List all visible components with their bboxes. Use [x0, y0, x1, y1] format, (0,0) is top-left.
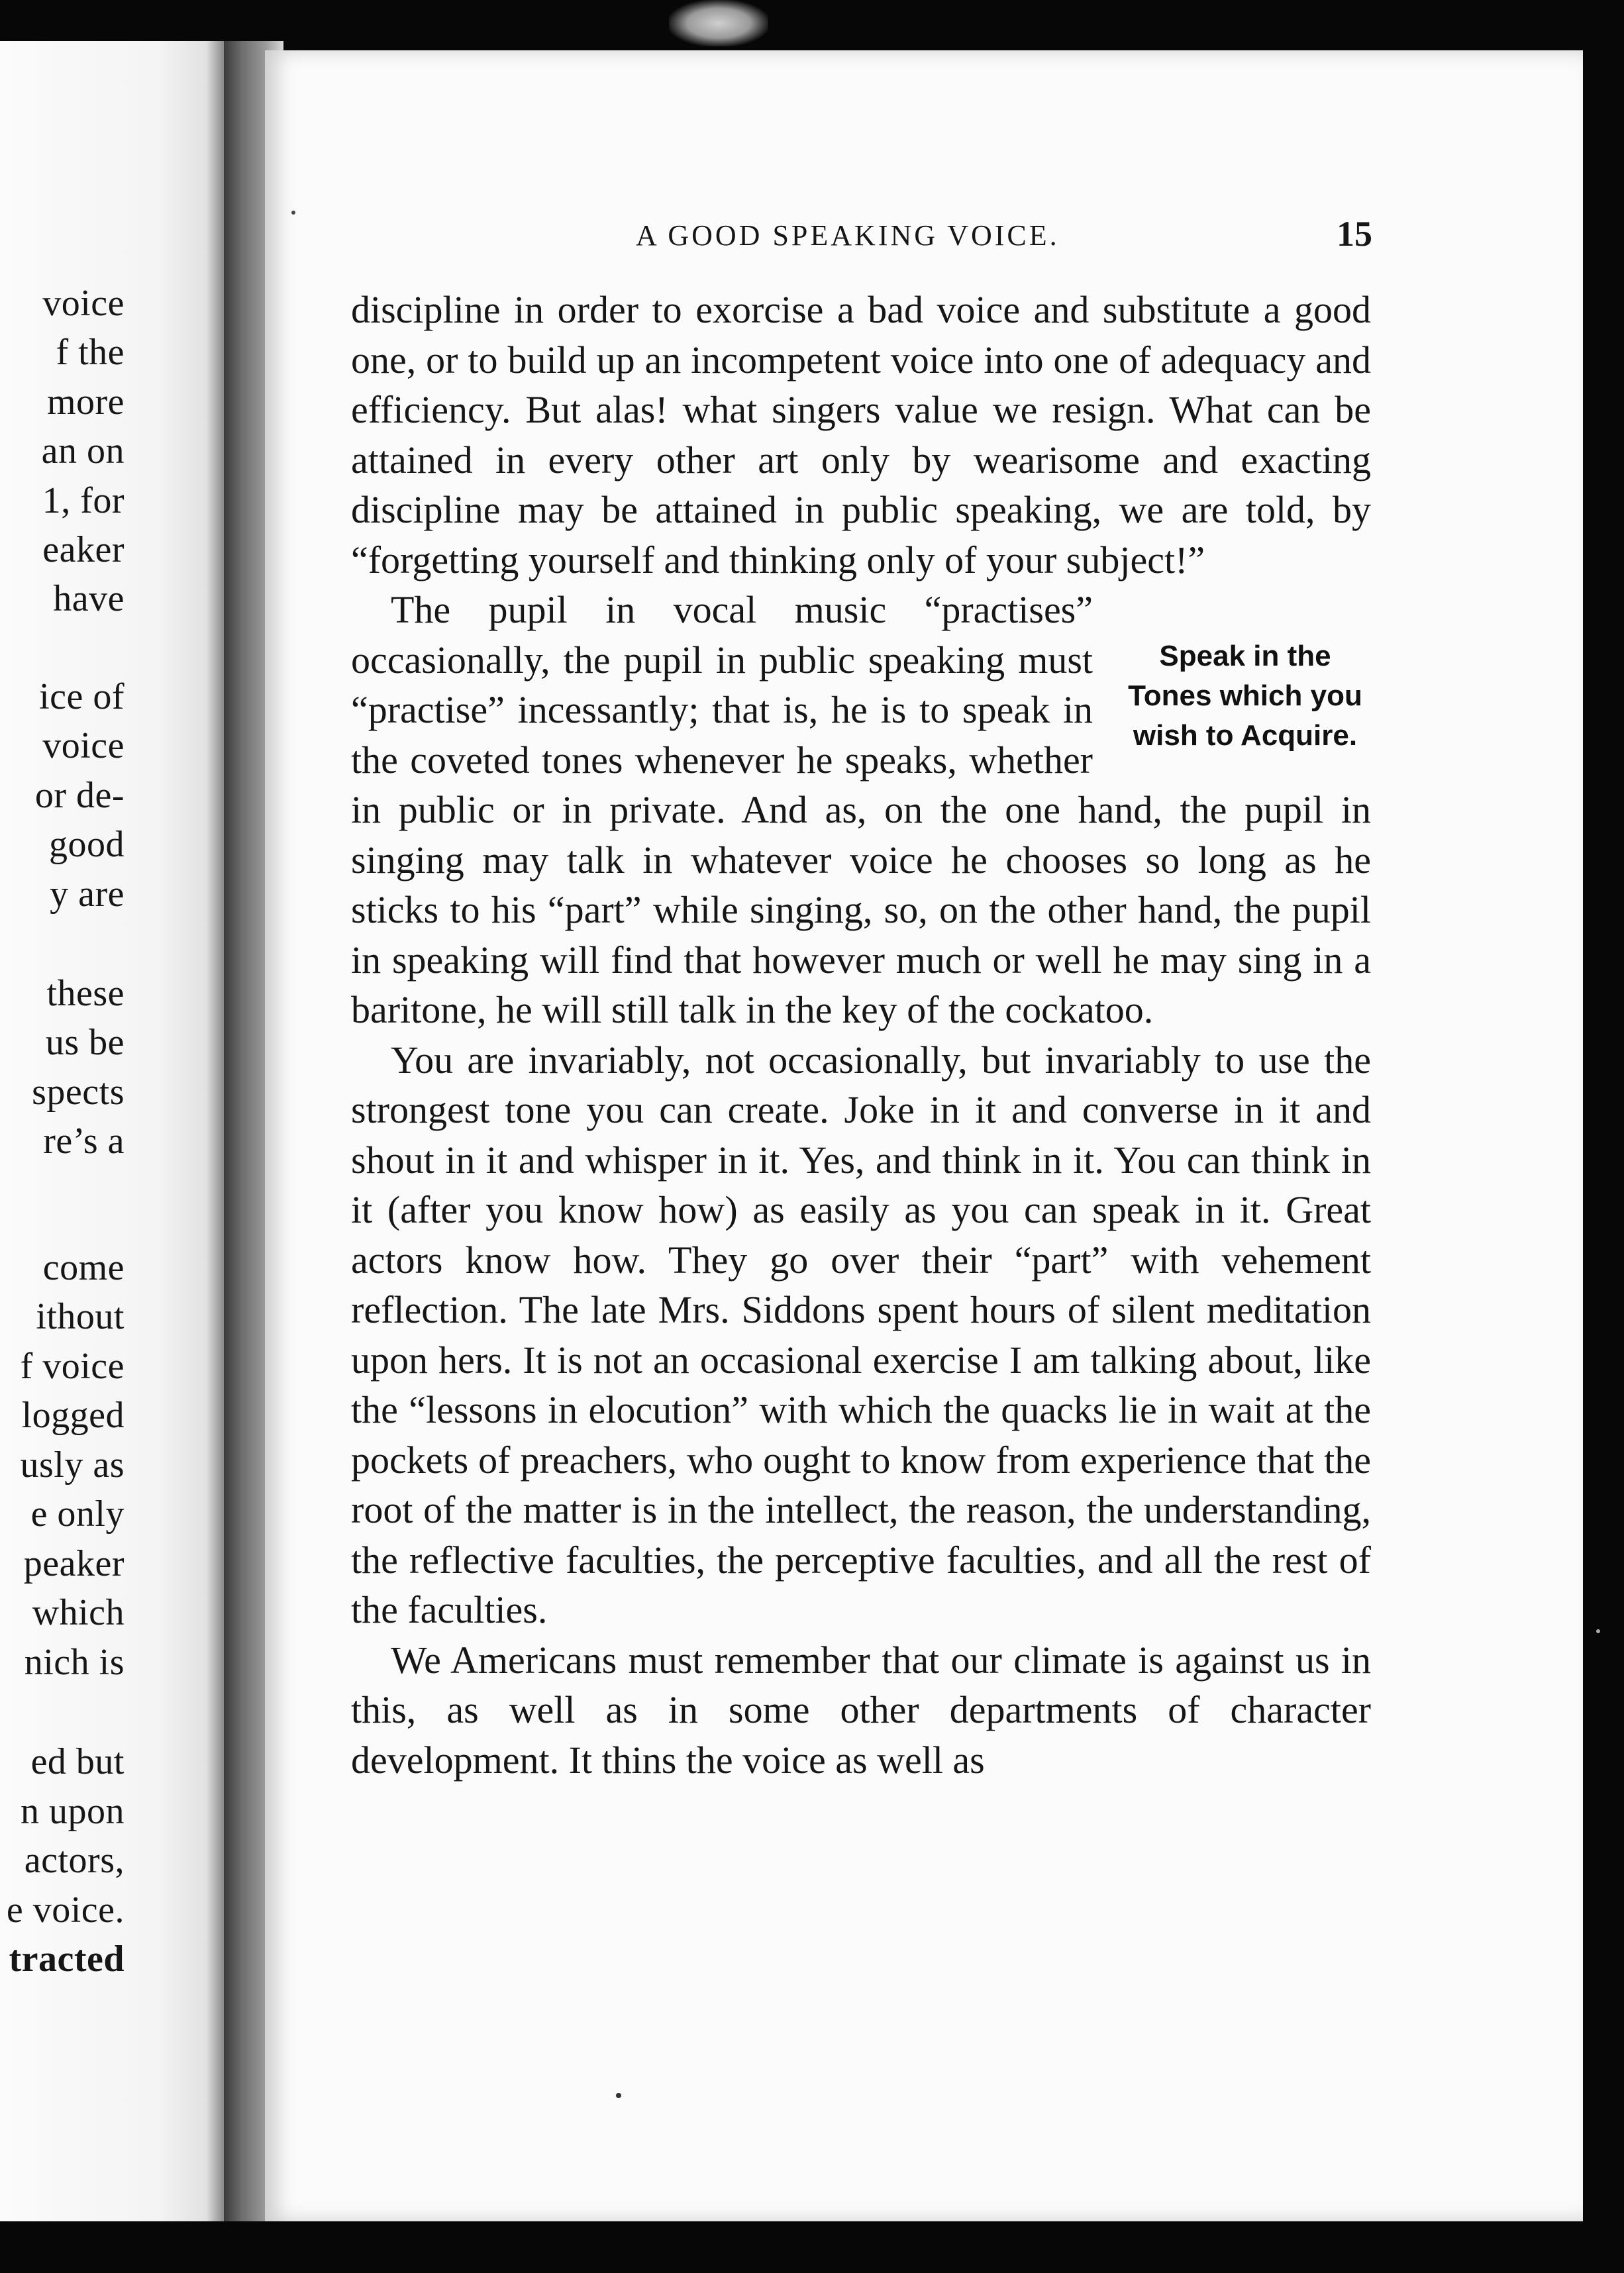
- left-page-line: good: [49, 824, 125, 865]
- paragraph-text: The pupil in vocal music “practises” occasionally, the pupil in public speaking must “practise” incessantly; that is, he is to speak in the coveted tones whenever he speaks, whether in public or in private. And as, on the one hand, the pupil in singing may talk in whatever voice he chooses so long as he sticks to his “part” while singing, so, on the other hand, the pupil in speaking will find that however much or well he may sing in a baritone, he will still talk in the key of the cockatoo.: [351, 588, 1371, 1031]
- left-page-line: peaker: [23, 1543, 125, 1584]
- left-page-line: us be: [45, 1022, 125, 1063]
- left-page-line: these: [46, 973, 125, 1014]
- scan-speck: [1596, 1629, 1600, 1633]
- left-page-line: tracted: [9, 1939, 125, 1980]
- left-page-line: y are: [50, 874, 125, 915]
- left-page-line: more: [46, 381, 125, 423]
- left-page-line: re’s a: [43, 1121, 125, 1162]
- paragraph: We Americans must remember that our climate is against us in this, as well as in some other departments of character development. It thins the voice as well as: [351, 1638, 1371, 1782]
- left-page-line: logged: [21, 1395, 125, 1436]
- page-blemish: [669, 0, 768, 46]
- body-text: [351, 285, 1371, 1785]
- paragraph: [351, 585, 1371, 1035]
- left-page-line: 1, for: [42, 480, 125, 521]
- left-page-line: an on: [41, 430, 125, 472]
- left-page-line: e voice.: [6, 1890, 125, 1931]
- left-page-line: which: [32, 1592, 125, 1633]
- left-page-line: usly as: [20, 1444, 125, 1486]
- left-page-line: ed but: [30, 1741, 125, 1782]
- left-page-line: voice: [42, 283, 125, 324]
- left-page-line: nich is: [24, 1642, 125, 1683]
- page-number: 15: [1337, 214, 1372, 254]
- left-page-line: f voice: [20, 1346, 125, 1387]
- left-page-line: f the: [56, 332, 125, 373]
- left-page-line: spects: [32, 1072, 125, 1113]
- left-page-line: actors,: [24, 1840, 125, 1881]
- running-head: A GOOD SPEAKING VOICE.: [636, 219, 1060, 252]
- paragraph: You are invariably, not occasionally, but invariably to use the strongest tone you can create. Joke in it and converse in it and shout in it and whisper in it. Yes, and think in it. You can think in it (after you know how) as easily as you can speak in it. Great actors know how. They go over their “part” with vehement reflection. The late Mrs. Siddons spent hours of silent meditation upon hers. It is not an occasional exercise I am talking about, like the “lessons in elocution” with which the quacks lie in wait at the pockets of preachers, who ought to know from experience that the root of the matter is in the intellect, the reason, the understanding, the reflective faculties, the perceptive faculties, and all the rest of the faculties.: [351, 1038, 1371, 1631]
- left-page-line: come: [42, 1247, 125, 1288]
- left-page-line: ice of: [39, 676, 125, 717]
- scan-speck: [291, 211, 295, 215]
- left-page-line: or de-: [34, 775, 125, 816]
- left-page-line: eaker: [42, 529, 125, 570]
- marginal-note: Speak in the Tones which you wish to Acquire.: [1128, 640, 1362, 752]
- left-page-line: n upon: [21, 1791, 125, 1832]
- left-page-line: e only: [30, 1493, 125, 1535]
- paragraph: discipline in order to exorcise a bad voice and substitute a good one, or to build up an incompetent voice into one of adequacy and efficiency. But alas! what singers value we resign. What can be attained in every other art only by wearisome and exacting discipline may be attained in public speaking, we are told, by “forgetting yourself and thinking only of your subject!”: [351, 288, 1371, 581]
- scan-speck: [616, 2093, 621, 2098]
- left-page-line: voice: [42, 725, 125, 766]
- left-page-line: have: [53, 578, 125, 619]
- left-facing-page: [0, 41, 224, 2221]
- left-page-line: ithout: [36, 1296, 125, 1337]
